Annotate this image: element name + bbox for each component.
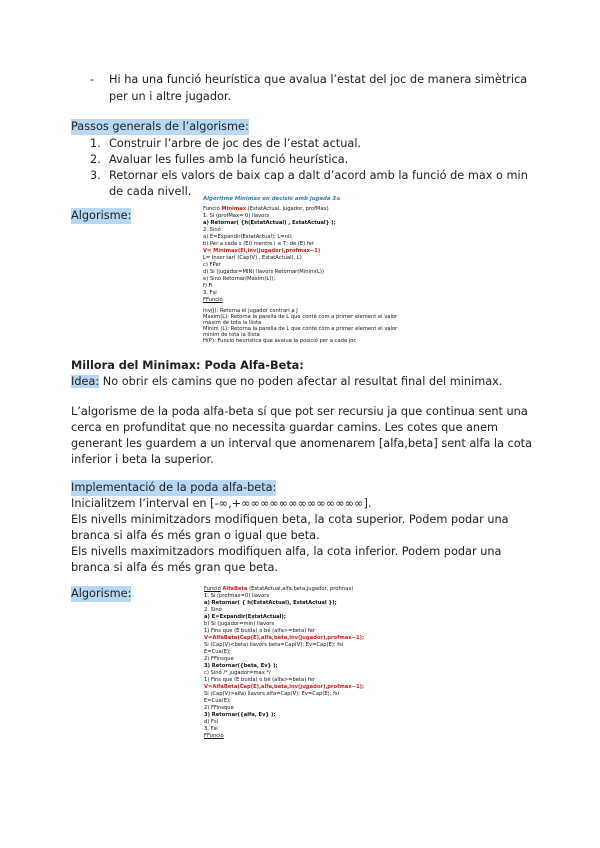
section-title-implementation: Implementació de la poda alfa-beta: xyxy=(71,481,277,494)
code-line: c) FPer xyxy=(203,262,221,268)
paragraph-line: generant les guardem a un interval que anomenarem [alfa,beta] sent alfa la cota xyxy=(71,437,533,450)
code-line: a) Retornar( {h(EstatActual) , EstatActual} ); xyxy=(203,220,336,226)
code-line: a) E=Expandir(EstatActual); L=nil; xyxy=(203,234,293,240)
code-note: mínim de tota la llista xyxy=(203,332,260,338)
code-line: 1. Si (profmax=0) llavors xyxy=(204,593,270,599)
code-line: e) Sinó Retornar(Maxim(L)); xyxy=(203,276,276,282)
code-line: 1) Fins que (E buida) o bé (alfa>=beta) fer xyxy=(204,677,316,683)
bullet-dash: - xyxy=(90,73,95,86)
algorithm-label-alphabeta: Algorisme: xyxy=(71,587,132,600)
implementation-line: branca si alfa és més gran o igual que beta. xyxy=(71,529,320,542)
code-line: 1. Si (profMax= 0) llavors xyxy=(203,213,270,219)
code-line: FFunció xyxy=(204,733,224,739)
code-line: 3) Retornar({alfa, Ev} ); xyxy=(204,712,276,718)
implementation-line: Els nivells maximitzadors modifiquen alfa, la cota inferior. Podem podar una xyxy=(71,545,502,558)
code-line: Funció Minimax (EstatActual, jugador, profMax) xyxy=(203,206,329,212)
code-line: 1) Fins que (E buida) o bé (alfa>=beta) fer xyxy=(204,628,316,634)
section-title-alpha-beta: Millora del Minimax: Poda Alfa-Beta: xyxy=(71,359,304,372)
code-line: V=AlfaBeta(Cap(E),alfa,beta,inv(jugador),profmax−1); xyxy=(204,635,365,641)
code-line: c) Sinó /* jugador=max */ xyxy=(204,670,271,676)
paragraph-line: inferior i beta la superior. xyxy=(71,453,214,466)
code-line: a) Retornar( { h(EstatActual), EstatActual }); xyxy=(204,600,337,606)
step-text-3: Retornar els valors de baix cap a dalt d’acord amb la funció de max o min xyxy=(109,169,528,182)
step-number-1: 1. xyxy=(90,137,101,150)
alphabeta-code-image xyxy=(204,586,444,746)
step-text-1: Construir l’arbre de joc des de l’estat actual. xyxy=(109,137,362,150)
code-line: b) Si (jugador=min) llavors xyxy=(204,621,275,627)
section-title-general-steps: Passos generals de l’algorisme: xyxy=(71,120,249,133)
code-note: màxim de tota la llista xyxy=(203,320,262,326)
paragraph-line: L’algorisme de la poda alfa-beta sí que pot ser recursiu ja que continua sent una xyxy=(71,405,528,418)
code-note: Inv(J): Retorna el jugador contrari a J xyxy=(203,308,298,314)
code-line: E=Cua(E); xyxy=(204,649,231,655)
step-number-3: 3. xyxy=(90,169,101,182)
implementation-line: branca si alfa és més gran que beta. xyxy=(71,561,279,574)
code-line: 2. Sinó xyxy=(203,227,221,233)
step-number-2: 2. xyxy=(90,153,101,166)
step-text-2: Avaluar les fulles amb la funció heurística. xyxy=(109,153,349,166)
implementation-line: Inicialitzem l’interval en [-∞,+∞∞∞∞∞∞∞∞∞∞∞∞∞]. xyxy=(71,497,372,510)
implementation-line: Els nivells minimitzadors modifiquen beta, la cota superior. Podem podar una xyxy=(71,513,509,526)
bullet-text-line-1: Hi ha una funció heurística que avalua l’estat del joc de manera simètrica xyxy=(109,73,528,86)
code-line: 3. Fsi xyxy=(204,726,218,732)
code-line: 3) Retornar({beta, Ev} ); xyxy=(204,663,278,669)
code-line: d) Si (jugador=MIN) llavors Retornar(Minim(L)) xyxy=(203,269,324,275)
code-note: Maxim(L): Retorna la parella de L que conté com a primer element el valor xyxy=(203,314,398,320)
code-line: a) E=Expandir(EstatActual); xyxy=(204,614,286,620)
idea-label: Idea: xyxy=(71,375,100,388)
algorithm-label-minimax: Algorisme: xyxy=(71,209,132,222)
code-line: L= Inser tar( (Cap(V) , EstatActual), L) xyxy=(203,255,302,261)
idea-text: No obrir els camins que no poden afectar al resultat final del minimax. xyxy=(99,375,503,388)
code-line: 2) FFinsque xyxy=(204,705,234,711)
code-line: Funció AlfaBeta (EstatActual,alfa,beta,jugador, profmax) xyxy=(204,586,354,592)
code-line: V=AlfaBeta(Cap(E),alfa,beta,inv(jugador),profmax−1); xyxy=(204,684,365,690)
code-line: 3. Fsi xyxy=(203,290,217,296)
code-line: f) Fi xyxy=(203,283,213,289)
code-note: H(P): Funció heurística que avalua la posició per a cada joc xyxy=(203,338,357,344)
code-line: Si (Cap(V)<beta) llavors beta=Cap(V); Ev=Cap(E); fsi xyxy=(204,642,344,648)
code-line: d) Fsi xyxy=(204,719,219,725)
code-line: 2. Sinó xyxy=(204,607,222,613)
bullet-text-line-2: per un i altre jugador. xyxy=(109,90,232,103)
code-note: Minim (L): Retorna la parella de L que conté com a primer element el valor xyxy=(203,326,398,332)
step-text-3-continued: de cada nivell. xyxy=(109,185,192,198)
idea-line xyxy=(71,374,502,390)
code-line: E=Cua(E); xyxy=(204,698,231,704)
code-line: V= Minimax(Ei,inv(jugador),profmax−1) xyxy=(203,248,321,254)
code-line: Si (Cap(V)>alfa) llavors alfa=Cap(V); Ev=Cap(E); fsi xyxy=(204,691,340,697)
code-caption: Algoritme Minimax en decisió amb jugada 3≤ xyxy=(203,196,341,202)
paragraph-line: cerca en profunditat que no necessita guardar camins. Les cotes que anem xyxy=(71,421,499,434)
code-line: FFunció xyxy=(203,297,223,303)
minimax-code-image xyxy=(199,196,399,346)
code-line: 2) FFinsque xyxy=(204,656,234,662)
code-line: b) Per a cada s (Ei) mentre i ≤ T; de (E) fer xyxy=(203,241,314,247)
